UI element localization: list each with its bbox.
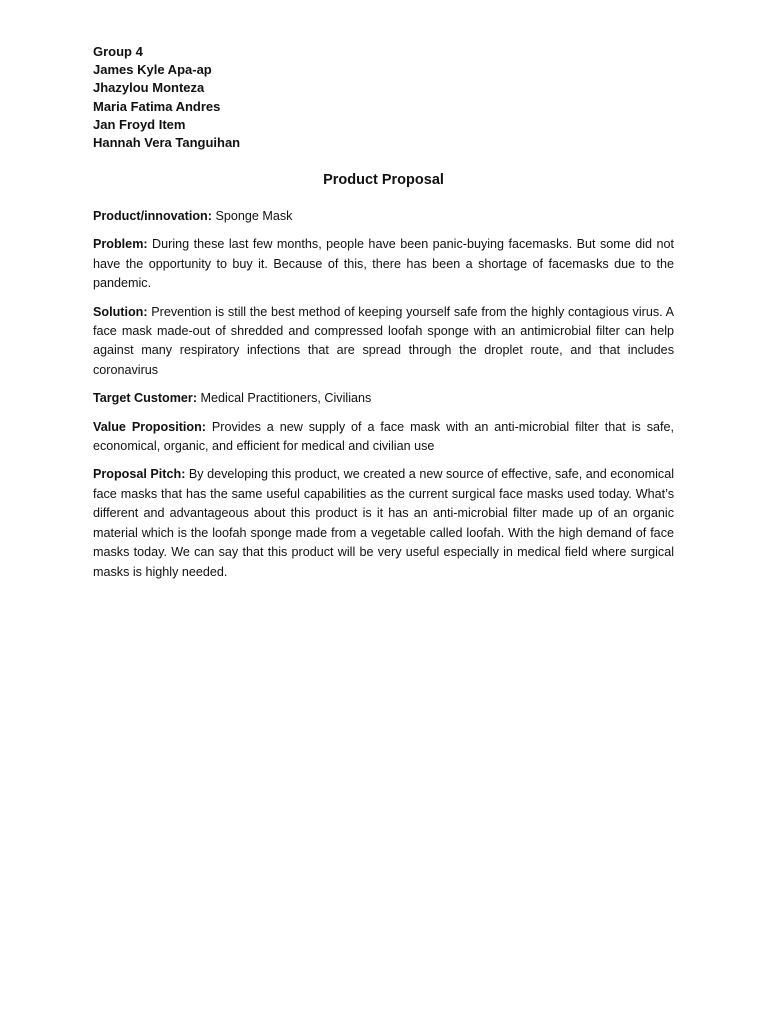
member-name: James Kyle Apa-ap <box>93 62 212 78</box>
member-name: Jhazylou Monteza <box>93 80 205 96</box>
problem-label: Problem: <box>93 237 148 252</box>
value-proposition-paragraph <box>93 418 674 457</box>
solution-label: Solution: <box>93 304 148 319</box>
group-name: Group 4 <box>93 44 143 59</box>
product-paragraph <box>93 207 674 226</box>
member-name: Hannah Vera Tanguihan <box>93 135 241 151</box>
member-name: Maria Fatima Andres <box>93 98 221 114</box>
proposal-pitch-text: By developing this product, we created a new source of effective, safe, and economical face masks that has the same useful capabilities as the current surgical face masks used today. What’s different and advantageous about this product is it has an anti-microbial filter made up of an organic material which is the loofah sponge made from a vegetable called loofah. With the high demand of face masks today. We can say that this product will be very useful especially in medical field where surgical masks is highly needed. <box>93 467 674 579</box>
problem-paragraph <box>93 235 674 293</box>
product-text: Sponge Mask <box>215 209 293 223</box>
value-proposition-label: Value Proposition: <box>93 419 206 434</box>
target-customer-paragraph <box>93 389 674 408</box>
target-customer-label: Target Customer: <box>93 391 198 406</box>
target-customer-text: Medical Practitioners, Civilians <box>200 391 372 406</box>
proposal-pitch-label: Proposal Pitch: <box>93 467 186 482</box>
problem-text: During these last few months, people have been panic-buying facemasks. But some did not have the opportunity to buy it. Because of this, there has been a shortage of facemasks due to the pandemic. <box>93 237 674 291</box>
member-name: Jan Froyd Item <box>93 116 186 132</box>
product-label: Product/innovation: <box>93 209 212 223</box>
document-title: Product Proposal <box>323 172 444 188</box>
solution-text: Prevention is still the best method of keeping yourself safe from the highly contagious virus. A face mask made-out of shredded and compressed loofah sponge with an antimicrobial filter can help against many respiratory infections that are spread through the droplet route, and that includes coronavirus <box>93 304 675 377</box>
proposal-pitch-paragraph <box>93 465 674 581</box>
proposal-body <box>93 207 674 591</box>
group-members-block <box>93 43 493 152</box>
value-proposition-text: Provides a new supply of a face mask with an anti-microbial filter that is safe, economical, organic, and efficient for medical and civilian use <box>93 419 674 454</box>
solution-paragraph <box>93 303 674 381</box>
